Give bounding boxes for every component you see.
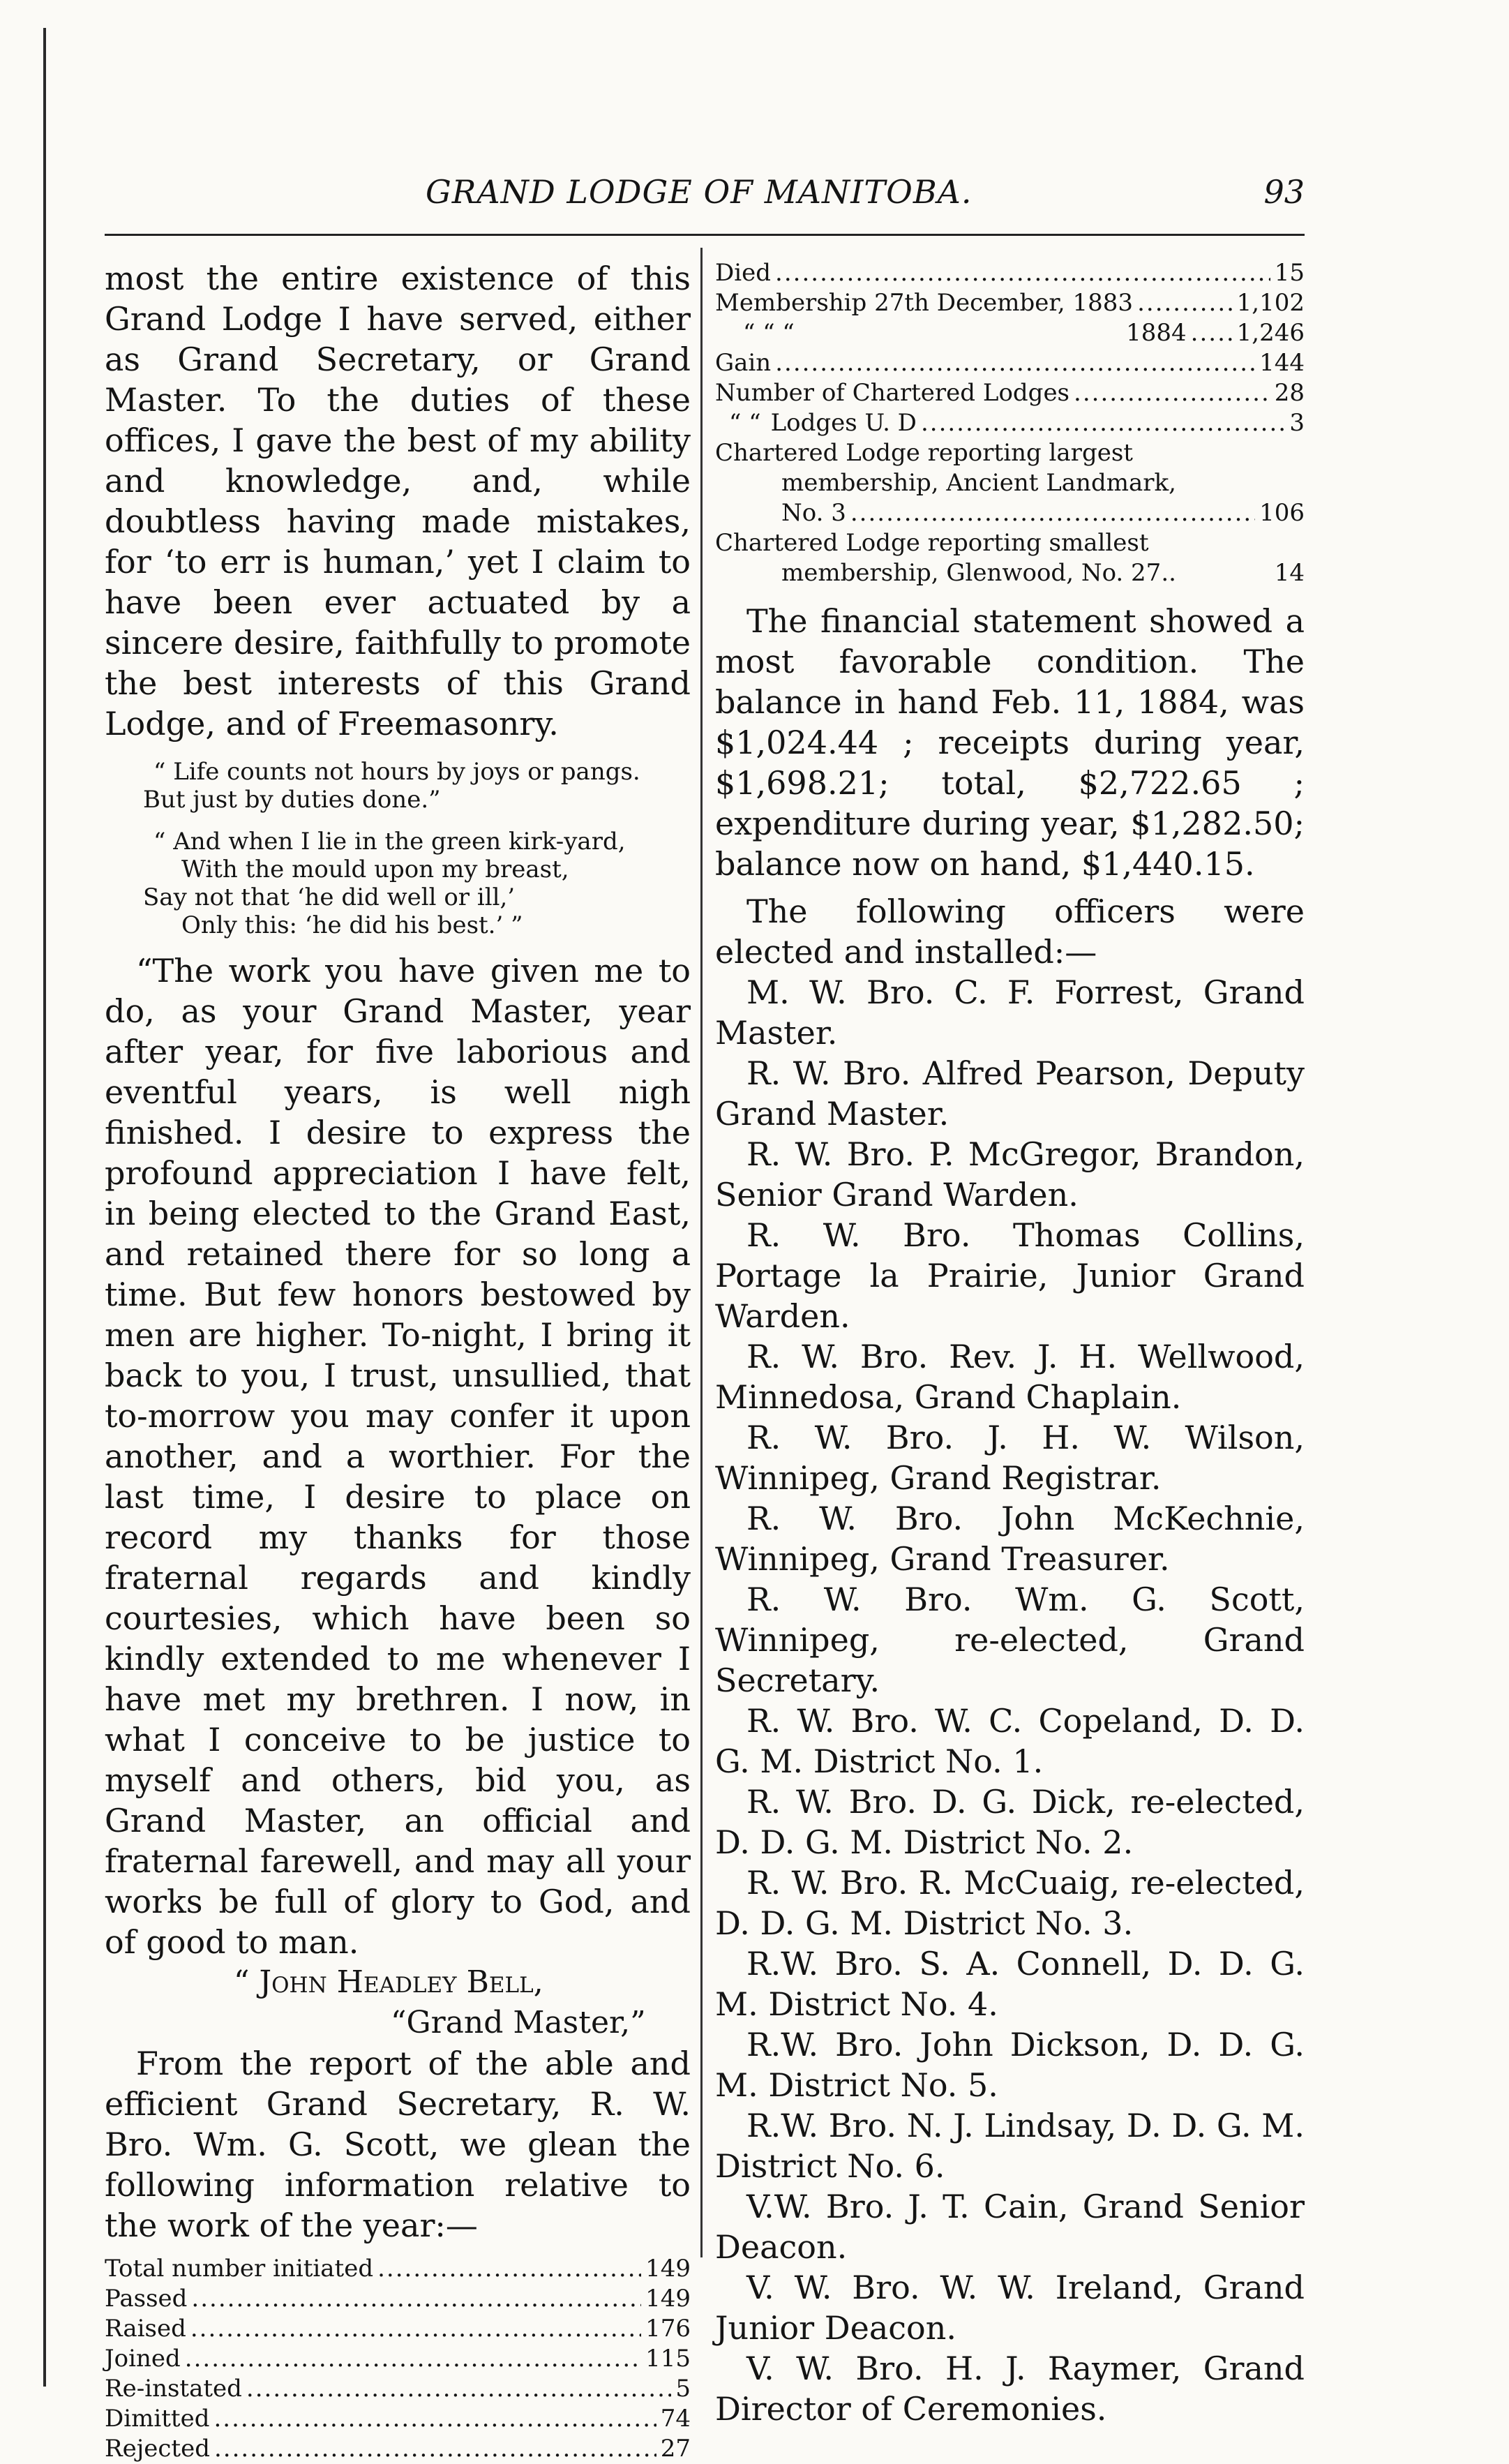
leader-dots bbox=[185, 2344, 641, 2374]
ditto-marks: “ “ bbox=[729, 409, 761, 437]
leader-dots bbox=[377, 2254, 641, 2284]
officer-entry: V. W. Bro. W. W. Ireland, Grand Junior Deacon. bbox=[715, 2269, 1305, 2347]
farewell-paragraph: “The work you have given me to do, as your Grand Master, year after year, for five laborious and eventful years, is well nigh finished. I desire to express the profound appreciation I have felt, in being elected to the Grand East, and retained there for so long a time. But few honors bestowed by men are higher. To-night, I bring it back to you, I trust, unsullied, that to-morrow you may confer it upon another, and a worthier. For the last time, I desire to place on record my thanks for those fraternal regards and kindly courtesies, which have been so kindly extended to me whenever I have met my brethren. I now, in what I conceive to be justice to myself and others, bid you, as Grand Master, an official and fraternal farewell, and may all your works be full of glory to God, and of good to man. bbox=[105, 952, 691, 1961]
stat-row bbox=[715, 258, 1305, 288]
officer-entry: R.W. Bro. John Dickson, D. D. G. M. District No. 5. bbox=[715, 2026, 1305, 2104]
stat-label: Re-instated bbox=[105, 2375, 242, 2403]
stat-row bbox=[715, 408, 1305, 438]
leader-dots bbox=[191, 2284, 641, 2314]
stat-label: Rejected bbox=[105, 2435, 210, 2463]
stat-row bbox=[715, 288, 1305, 318]
stat-value: 115 bbox=[645, 2345, 691, 2373]
officer-entry: M. W. Bro. C. F. Forrest, Grand Master. bbox=[715, 973, 1305, 1052]
stat-row bbox=[715, 558, 1305, 588]
header-rule bbox=[105, 234, 1305, 236]
officer-entry: R. W. Bro. John McKechnie, Winnipeg, Grand Treasurer. bbox=[715, 1500, 1305, 1578]
stat-label: Passed bbox=[105, 2285, 188, 2313]
left-column bbox=[105, 258, 691, 2464]
stat-label: Died bbox=[715, 259, 772, 287]
leader-dots bbox=[1137, 288, 1233, 318]
stat-row bbox=[105, 2404, 691, 2434]
entry-line: Chartered Lodge reporting largest bbox=[715, 439, 1133, 467]
poem-line: Say not that ‘he did well or ill,’ bbox=[143, 883, 516, 911]
elected-intro: The following officers were elected and installed:— bbox=[715, 893, 1305, 971]
stat-label: Number of Chartered Lodges bbox=[715, 379, 1070, 407]
stat-value: 14 bbox=[1274, 559, 1305, 587]
stat-label: Membership 27th December, 1883 bbox=[715, 289, 1134, 317]
officer-entry: R. W. Bro. Thomas Collins, Portage la Prairie, Junior Grand Warden. bbox=[715, 1216, 1305, 1335]
stat-row bbox=[105, 2284, 691, 2314]
stat-value: 144 bbox=[1259, 349, 1305, 377]
officer-entry: V.W. Bro. J. T. Cain, Grand Senior Deacon. bbox=[715, 2188, 1305, 2266]
page-margin-line bbox=[43, 28, 46, 2387]
officer-entry: R. W. Bro. J. H. W. Wilson, Winnipeg, Grand Registrar. bbox=[715, 1419, 1305, 1497]
entry-line: membership, Ancient Landmark, bbox=[781, 469, 1176, 497]
ditto-marks: “ “ “ bbox=[743, 319, 795, 347]
entry-line: Chartered Lodge reporting smallest bbox=[715, 529, 1149, 557]
stat-label: 1884 bbox=[1126, 319, 1187, 347]
running-title: GRAND LODGE OF MANITOBA. bbox=[426, 173, 973, 211]
stat-row bbox=[105, 2374, 691, 2404]
poem-line: Only this: ‘he did his best.’ ” bbox=[181, 911, 523, 939]
poem-line: But just by duties done.” bbox=[143, 786, 441, 814]
stat-value: 27 bbox=[660, 2435, 691, 2463]
stat-value: 5 bbox=[675, 2375, 691, 2403]
leader-dots bbox=[246, 2374, 671, 2404]
stat-row bbox=[105, 2314, 691, 2344]
poem-line: “ And when I lie in the green kirk-yard, bbox=[153, 828, 626, 856]
stat-row bbox=[105, 2254, 691, 2284]
entry-line: membership, Glenwood, No. 27.. bbox=[781, 559, 1176, 587]
stat-value: 149 bbox=[645, 2255, 691, 2283]
officer-list bbox=[715, 972, 1305, 2429]
officer-entry: R.W. Bro. S. A. Connell, D. D. G. M. District No. 4. bbox=[715, 1945, 1305, 2023]
leader-dots bbox=[214, 2434, 656, 2464]
stat-value: 1,246 bbox=[1236, 319, 1305, 347]
officer-entry: R. W. Bro. Wm. G. Scott, Winnipeg, re-elected, Grand Secretary. bbox=[715, 1581, 1305, 1699]
column-divider bbox=[700, 248, 703, 2257]
signature bbox=[105, 1962, 691, 2043]
stat-row bbox=[715, 318, 1305, 348]
stat-value: 3 bbox=[1289, 409, 1305, 437]
poem-quote-2 bbox=[105, 828, 691, 939]
stat-label: Total number initiated bbox=[105, 2255, 374, 2283]
membership-statistics bbox=[715, 258, 1305, 588]
stat-value: 74 bbox=[660, 2405, 691, 2433]
work-statistics bbox=[105, 2254, 691, 2464]
leader-dots bbox=[775, 258, 1270, 288]
poem-line: “ Life counts not hours by joys or pangs. bbox=[153, 758, 640, 786]
stat-row bbox=[715, 378, 1305, 408]
opening-paragraph: most the entire existence of this Grand Lodge I have served, either as Grand Secretary, or Grand Master. To the duties of these offices, I gave the best of my ability and knowledge, and, while doubtless having made mistakes, for ‘to err is human,’ yet I claim to have been ever actuated by a sincere desire, faithfully to promote the best interests of this Grand Lodge, and of Freemasonry. bbox=[105, 260, 691, 742]
right-column bbox=[715, 258, 1305, 2429]
report-intro-paragraph: From the report of the able and efficient Grand Secretary, R. W. Bro. Wm. G. Scott, we glean the following information relative to the work of the year:— bbox=[105, 2045, 691, 2244]
stat-label: Gain bbox=[715, 349, 772, 377]
largest-lodge-entry bbox=[715, 438, 1305, 528]
stat-value: 106 bbox=[1259, 499, 1305, 527]
stat-row bbox=[105, 2434, 691, 2464]
officer-entry: V. W. Bro. H. J. Raymer, Grand Director of Ceremonies. bbox=[715, 2350, 1305, 2428]
leader-dots bbox=[850, 498, 1255, 528]
stat-value: 149 bbox=[645, 2285, 691, 2313]
stat-value: 176 bbox=[645, 2315, 691, 2343]
stat-value: 15 bbox=[1274, 259, 1305, 287]
stat-row bbox=[105, 2344, 691, 2374]
financial-paragraph: The financial statement showed a most favorable condition. The balance in hand Feb. 11, 1884, was $1,024.44 ; receipts during year, $1,698.21; total, $2,722.65 ; expenditure during year, $1,282.50; balance now on hand, $1,440.15. bbox=[715, 602, 1305, 883]
smallest-lodge-entry bbox=[715, 528, 1305, 588]
signature-name: “ John Headley Bell, bbox=[234, 1964, 543, 2000]
leader-dots bbox=[775, 348, 1255, 378]
stat-label: Joined bbox=[105, 2345, 181, 2373]
leader-dots bbox=[213, 2404, 656, 2434]
poem-line: With the mould upon my breast, bbox=[181, 856, 569, 883]
officer-entry: R. W. Bro. P. McGregor, Brandon, Senior Grand Warden. bbox=[715, 1135, 1305, 1214]
leader-dots bbox=[1191, 318, 1233, 348]
stat-label: Raised bbox=[105, 2315, 186, 2343]
stat-row bbox=[715, 498, 1305, 528]
leader-dots bbox=[921, 408, 1285, 438]
officer-entry: R. W. Bro. D. G. Dick, re-elected, D. D. G. M. District No. 2. bbox=[715, 1783, 1305, 1861]
officer-entry: R. W. Bro. W. C. Copeland, D. D. G. M. District No. 1. bbox=[715, 1702, 1305, 1780]
leader-dots bbox=[1074, 378, 1270, 408]
signature-title: “Grand Master,” bbox=[391, 2005, 646, 2040]
poem-quote-1 bbox=[105, 758, 691, 814]
stat-value: 28 bbox=[1274, 379, 1305, 407]
officer-entry: R. W. Bro. Rev. J. H. Wellwood, Minnedosa, Grand Chaplain. bbox=[715, 1338, 1305, 1416]
officer-entry: R.W. Bro. N. J. Lindsay, D. D. G. M. District No. 6. bbox=[715, 2107, 1305, 2185]
stat-label: No. 3 bbox=[781, 499, 846, 527]
officer-entry: R. W. Bro. Alfred Pearson, Deputy Grand Master. bbox=[715, 1054, 1305, 1133]
page-number: 93 bbox=[1263, 173, 1305, 211]
stat-label: Lodges U. D bbox=[770, 409, 917, 437]
stat-label: Dimitted bbox=[105, 2405, 210, 2433]
officer-entry: R. W. Bro. R. McCuaig, re-elected, D. D. G. M. District No. 3. bbox=[715, 1864, 1305, 1942]
running-header bbox=[105, 173, 1305, 222]
leader-dots bbox=[190, 2314, 641, 2344]
stat-value: 1,102 bbox=[1236, 289, 1305, 317]
stat-row bbox=[715, 348, 1305, 378]
